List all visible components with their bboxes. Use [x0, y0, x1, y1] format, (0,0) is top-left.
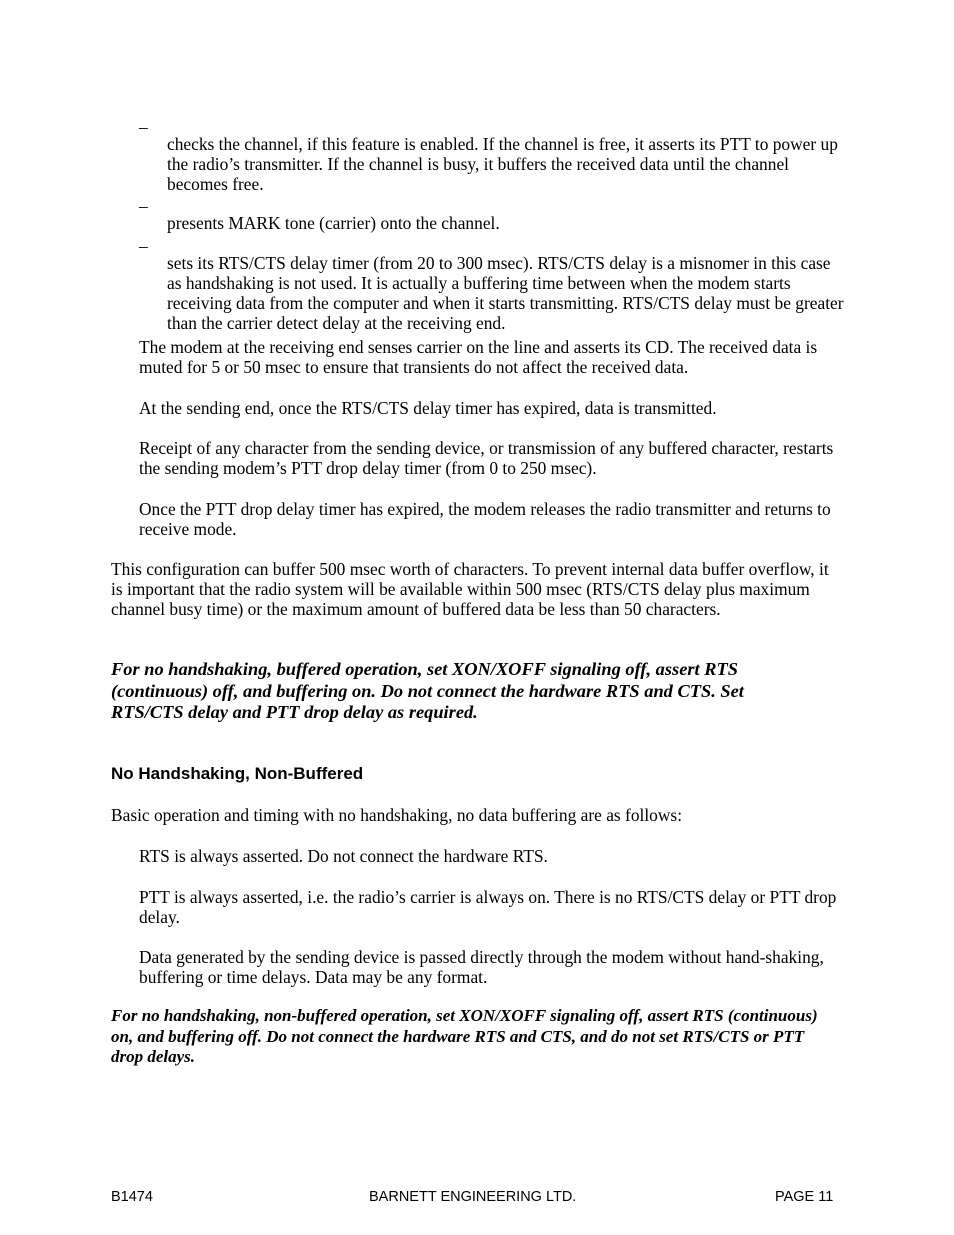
para-ptt-drop-expired: Once the PTT drop delay timer has expired, the modem releases the radio transmitter and returns to receive mode.	[139, 499, 831, 539]
footer-page-number: PAGE 11	[775, 1189, 834, 1205]
footer-company: BARNETT ENGINEERING LTD.	[369, 1189, 577, 1205]
bullet-rts-cts-timer: sets its RTS/CTS delay timer (from 20 to 300 msec). RTS/CTS delay is a misnomer in this case as handshaking is not used. It is actually a buffering time between when the modem starts receiving data from the computer and when it starts transmitting. RTS/CTS delay must be greater than the carrier detect delay at the receiving end.	[167, 253, 844, 334]
para-receipt-character: Receipt of any character from the sending device, or transmission of any buffered character, restarts the sending modem’s PTT drop delay timer (from 0 to 250 msec).	[139, 438, 834, 478]
bullet-dash: –	[139, 117, 148, 137]
bullet-dash: –	[139, 196, 148, 216]
para-receiving-end: The modem at the receiving end senses carrier on the line and asserts its CD. The received data is muted for 5 or 50 msec to ensure that transients do not affect the received data.	[139, 337, 818, 377]
para-basic-operation: Basic operation and timing with no handshaking, no data buffering are as follows:	[111, 805, 683, 825]
para-buffer-capacity: This configuration can buffer 500 msec worth of characters. To prevent internal data buffer overflow, it is important that the radio system will be available within 500 msec (RTS/CTS delay plus maximum channel busy time) or the maximum amount of buffered data be less than 50 characters.	[111, 559, 829, 619]
para-rts-asserted: RTS is always asserted. Do not connect the hardware RTS.	[139, 846, 548, 866]
bullet-dash: –	[139, 236, 148, 256]
para-data-generated: Data generated by the sending device is passed directly through the modem without hand-shaking, buffering or time delays. Data may be any format.	[139, 947, 824, 987]
bullet-check-channel: checks the channel, if this feature is enabled. If the channel is free, it asserts its PTT to power up the radio’s transmitter. If the channel is busy, it buffers the received data until the channel becomes free.	[167, 134, 838, 195]
bullet-mark-tone: presents MARK tone (carrier) onto the channel.	[167, 213, 500, 234]
section-heading: No Handshaking, Non-Buffered	[111, 764, 364, 783]
para-sending-end: At the sending end, once the RTS/CTS delay timer has expired, data is transmitted.	[139, 398, 717, 418]
footer-doc-number: B1474	[111, 1189, 153, 1205]
note-nonbuffered-operation: For no handshaking, non-buffered operation, set XON/XOFF signaling off, assert RTS (continuous) on, and buffering off. Do not connect the hardware RTS and CTS, and do not set RTS/CTS or PTT drop delays.	[111, 1006, 818, 1066]
note-buffered-operation: For no handshaking, buffered operation, set XON/XOFF signaling off, assert RTS (continuous) off, and buffering on. Do not connect the hardware RTS and CTS. Set RTS/CTS delay and PTT drop delay as required.	[111, 659, 744, 722]
para-ptt-asserted: PTT is always asserted, i.e. the radio’s carrier is always on. There is no RTS/CTS delay or PTT drop delay.	[139, 887, 837, 927]
